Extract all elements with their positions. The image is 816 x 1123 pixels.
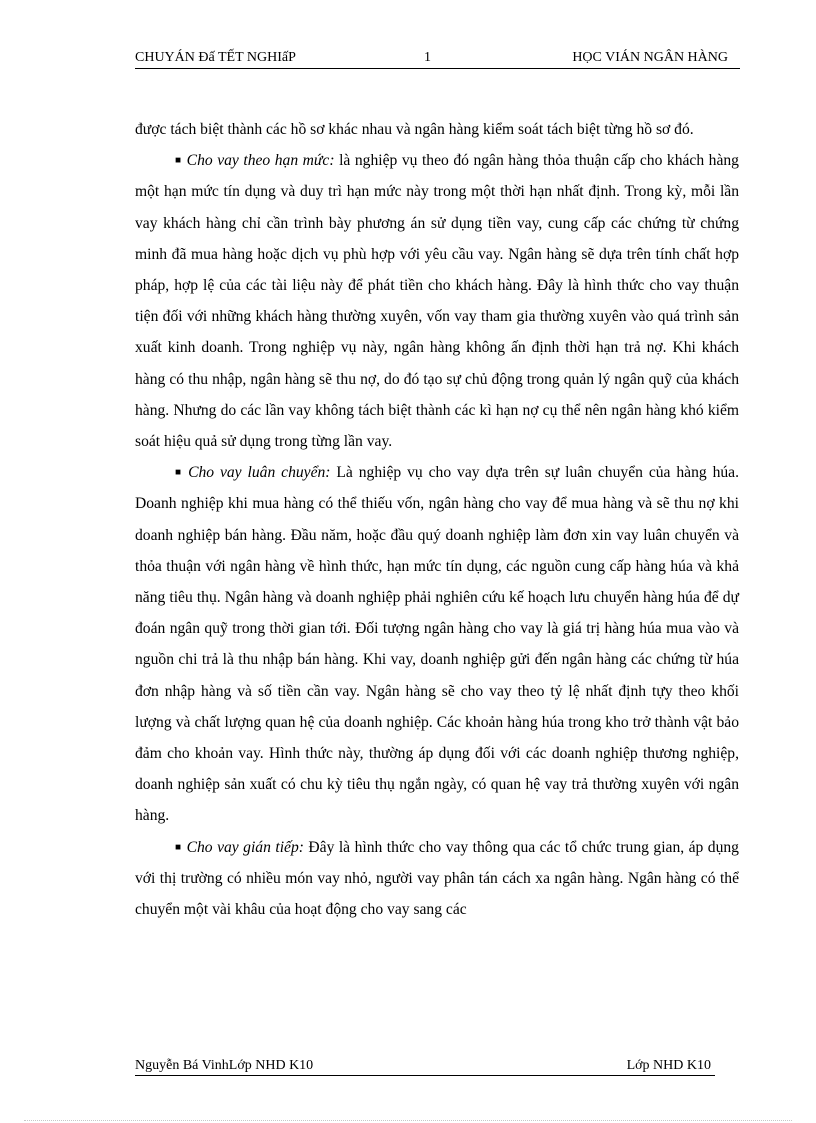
page-number: 1 [424,50,431,65]
square-bullet-icon: ■ [175,155,182,167]
square-bullet-icon: ■ [175,467,184,479]
term-heading: Cho vay gián tiếp: [186,838,304,856]
header-institution: HỌC VIÁN NGÂN HÀNG [572,50,728,65]
term-heading: Cho vay luân chuyển: [188,464,331,482]
footer-author: Nguyễn Bá VinhLớp NHD K10 [135,1058,314,1073]
page-bottom-edge [24,1120,792,1121]
paragraph-text: là nghiệp vụ theo đó ngân hàng thỏa thuận cấp cho khách hàng một hạn mức tín dụng và duy trì hạn mức này trong một thời hạn nhất định. Trong kỳ, mỗi lần vay khách hàng chỉ cần trình bày phương án sử dụng tiền vay, cung cấp các chứng từ chứng minh đã mua hàng hoặc dịch vụ phù hợp với yêu cầu vay. Ngân hàng sẽ dựa trên tính chất hợp pháp, hợp lệ của các tài liệu này để phát tiền cho khách hàng. Đây là hình thức cho vay thuận tiện đối với những khách hàng thường xuyên, vốn vay tham gia thường xuyên vào quá trình sản xuất kinh doanh. Trong nghiệp vụ này, ngân hàng không ấn định thời hạn trả nợ. Khi khách hàng có thu nhập, ngân hàng sẽ thu nợ, do đó tạo sự chủ động trong quản lý ngân quỹ của khách hàng. Nhưng do các lần vay không tách biệt thành các kì hạn nợ cụ thể nên ngân hàng khó kiểm soát hiệu quả sử dụng trong từng lần vay. [135,152,739,451]
term-heading: Cho vay theo hạn mức: [186,152,335,170]
page-footer [135,1057,715,1076]
header-title: CHUYÁN Đấ TẾT NGHIấP [135,50,296,65]
paragraph-text: Là nghiệp vụ cho vay dựa trên sự luân chuyển của hàng húa. Doanh nghiệp khi mua hàng có thể thiếu vốn, ngân hàng cho vay để mua hàng và sẽ thu nợ khi doanh nghiệp bán hàng. Đầu năm, hoặc đầu quý doanh nghiệp làm đơn xin vay luân chuyển và thỏa thuận với ngân hàng về hình thức, hạn mức tín dụng, các nguồn cung cấp hàng húa và khả năng tiêu thụ. Ngân hàng và doanh nghiệp phải nghiên cứu kế hoạch lưu chuyển hàng húa để dự đoán ngân quỹ trong thời gian tới. Đối tượng ngân hàng cho vay là giá trị hàng húa mua vào và nguồn chi trả là thu nhập bán hàng. Khi vay, doanh nghiệp gửi đến ngân hàng các chứng từ húa đơn nhập hàng và số tiền cần vay. Ngân hàng sẽ cho vay theo tỷ lệ nhất định tựy theo khối lượng và chất lượng quan hệ của doanh nghiệp. Các khoản hàng húa trong kho trở thành vật bảo đảm cho khoản vay. Hình thức này, thường áp dụng đối với các doanh nghiệp thương nghiệp, doanh nghiệp sản xuất có chu kỳ tiêu thụ ngắn ngày, có quan hệ vay trả thường xuyên với ngân hàng. [135,464,739,825]
paragraph-continuation [135,114,739,145]
square-bullet-icon: ■ [175,841,182,853]
paragraph-text: Đây là hình thức cho vay thông qua các tổ chức trung gian, áp dụng với thị trường có nhiều món vay nhỏ, người vay phân tán cách xa ngân hàng. Ngân hàng có thể chuyển một vài khâu của hoạt động cho vay sang các [135,838,739,919]
document-body [135,114,739,925]
footer-class: Lớp NHD K10 [626,1058,711,1073]
paragraph-revolving-loan [135,457,739,831]
paragraph-credit-limit-loan [135,145,739,457]
paragraph-indirect-loan [135,832,739,926]
page-header [135,48,740,69]
paragraph-text: được tách biệt thành các hồ sơ khác nhau và ngân hàng kiểm soát tách biệt từng hồ sơ đó. [135,121,694,138]
